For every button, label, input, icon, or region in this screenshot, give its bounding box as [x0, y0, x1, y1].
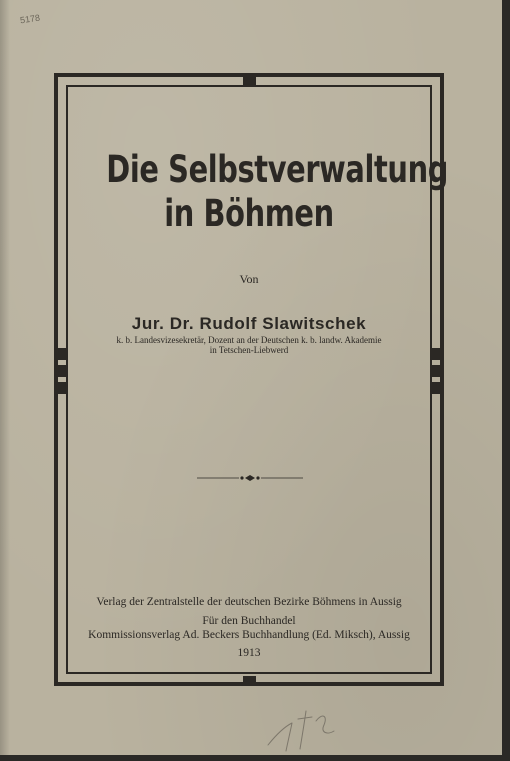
frame-notch-right-middle: [432, 365, 442, 377]
book-title-line-2: in Böhmen: [164, 192, 334, 235]
frame-notch-bottom: [243, 676, 256, 686]
scan-bottom-edge: [0, 755, 510, 761]
publisher-line-2: Für den Buchhandel: [202, 615, 296, 627]
frame-notch-top: [243, 75, 256, 85]
publisher-line-1: Verlag der Zentralstelle der deutschen Bezirke Böhmens in Aussig: [96, 596, 402, 608]
author-name: Jur. Dr. Rudolf Slawitschek: [131, 314, 367, 333]
scan-right-edge: [502, 0, 510, 761]
frame-notch-left-upper: [56, 348, 66, 360]
pencil-scribble-icon: [262, 705, 342, 755]
publication-year: 1913: [237, 647, 261, 659]
frame-notch-left-middle: [56, 365, 66, 377]
book-title-line-1: Die Selbstverwaltung: [106, 148, 449, 191]
frame-notch-right-lower: [432, 382, 442, 394]
frame-notch-left-lower: [56, 382, 66, 394]
publisher-line-3: Kommissionsverlag Ad. Beckers Buchhandlung (Ed. Miksch), Aussig: [88, 629, 410, 641]
author-description-line-1: k. b. Landesvizesekretär, Dozent an der Deutschen k. b. landw. Akademie: [116, 335, 382, 345]
frame-notch-right-upper: [432, 348, 442, 360]
ornament-divider-icon: [195, 472, 305, 484]
corner-pencil-note: 5178: [19, 12, 41, 26]
spine-shadow: [0, 0, 10, 755]
author-description-line-2: in Tetschen-Liebwerd: [209, 345, 289, 355]
by-label: Von: [239, 272, 259, 286]
